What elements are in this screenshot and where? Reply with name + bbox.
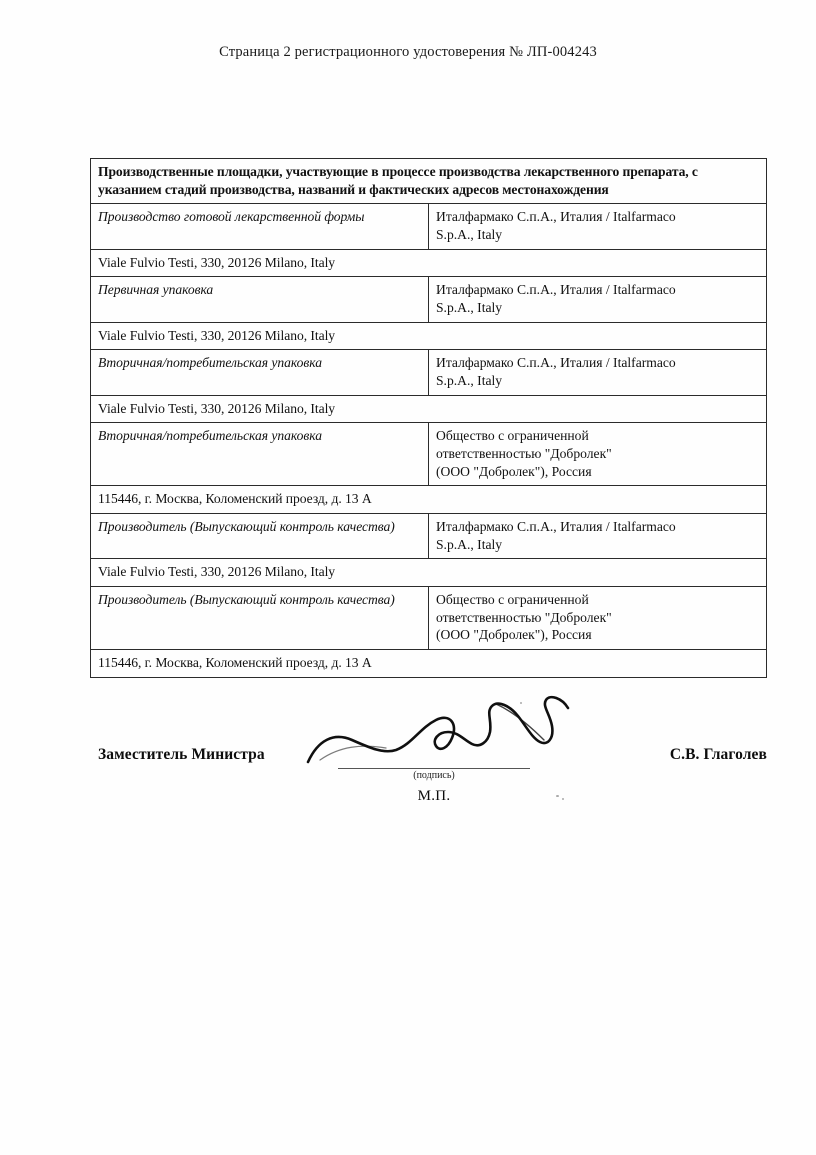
production-stage-text: Производитель (Выпускающий контроль качества)	[98, 519, 395, 535]
production-stage-cell	[91, 587, 429, 650]
production-stage-cell	[91, 204, 429, 249]
production-stage-text: Вторичная/потребительская упаковка	[98, 428, 322, 444]
table-row	[91, 204, 767, 249]
organisation-line: Общество с ограниченной	[436, 428, 589, 444]
table-body	[91, 159, 767, 678]
organisation-cell	[429, 587, 767, 650]
address-cell: Viale Fulvio Testi, 330, 20126 Milano, Italy	[91, 395, 767, 423]
signatory-position: Заместитель Министра	[98, 746, 265, 763]
address-cell: Viale Fulvio Testi, 330, 20126 Milano, Italy	[91, 249, 767, 277]
organisation-line: S.p.A., Italy	[436, 373, 503, 389]
stamp-placeholder: М.П.	[417, 788, 451, 804]
scan-speck	[556, 795, 559, 797]
organisation-cell	[429, 204, 767, 249]
organisation-line: (ООО "Добролек"), Россия	[436, 463, 592, 479]
table-row-address	[91, 559, 767, 587]
table-row	[91, 514, 767, 559]
organisation-cell	[429, 423, 767, 486]
organisation-line: Италфармако С.п.А., Италия / Italfarmaco	[436, 282, 676, 298]
table-header-row	[91, 159, 767, 204]
signatory-name: С.В. Глаголев	[669, 746, 767, 763]
organisation-line: S.p.A., Italy	[436, 300, 503, 316]
organisation-line: (ООО "Добролек"), Россия	[436, 627, 592, 643]
scan-speck	[562, 798, 564, 800]
production-stage-text: Производство готовой лекарственной формы	[98, 209, 365, 225]
manufacturing-sites-table	[90, 158, 767, 678]
organisation-cell	[429, 350, 767, 395]
organisation-cell	[429, 277, 767, 322]
signature-rule	[338, 768, 530, 769]
organisation-line: Италфармако С.п.А., Италия / Italfarmaco	[436, 519, 676, 535]
organisation-line: Общество с ограниченной	[436, 592, 589, 608]
organisation-line: S.p.A., Italy	[436, 536, 503, 552]
production-stage-cell	[91, 423, 429, 486]
table-row	[91, 350, 767, 395]
signature-block	[90, 700, 767, 820]
signature-caption: (подпись)	[413, 770, 455, 781]
page-title: Страница 2 регистрационного удостоверения № ЛП-004243	[219, 44, 597, 60]
scan-speck	[520, 702, 522, 704]
production-stage-cell	[91, 350, 429, 395]
table-row	[91, 423, 767, 486]
table-row-address	[91, 486, 767, 514]
table-row-address	[91, 650, 767, 678]
table-row-address	[91, 395, 767, 423]
address-cell: 115446, г. Москва, Коломенский проезд, д. 13 А	[91, 486, 767, 514]
organisation-line: S.p.A., Italy	[436, 227, 503, 243]
address-cell: Viale Fulvio Testi, 330, 20126 Milano, Italy	[91, 322, 767, 350]
production-stage-text: Первичная упаковка	[98, 282, 214, 298]
production-stage-text: Производитель (Выпускающий контроль качества)	[98, 592, 395, 608]
organisation-line: Италфармако С.п.А., Италия / Italfarmaco	[436, 209, 676, 225]
organisation-line: ответственностью "Добролек"	[436, 609, 612, 625]
table-row-address	[91, 322, 767, 350]
organisation-cell	[429, 514, 767, 559]
organisation-line: ответственностью "Добролек"	[436, 446, 612, 462]
production-stage-text: Вторичная/потребительская упаковка	[98, 355, 322, 371]
table-row-address	[91, 249, 767, 277]
production-stage-cell	[91, 277, 429, 322]
production-stage-cell	[91, 514, 429, 559]
table-row	[91, 587, 767, 650]
address-cell: Viale Fulvio Testi, 330, 20126 Milano, Italy	[91, 559, 767, 587]
address-cell: 115446, г. Москва, Коломенский проезд, д. 13 А	[91, 650, 767, 678]
table-header-cell: Производственные площадки, участвующие в процессе производства лекарственного препарата, с указанием стадий производства, названий и фактических адресов местонахождения	[91, 159, 767, 204]
table-row	[91, 277, 767, 322]
organisation-line: Италфармако С.п.А., Италия / Italfarmaco	[436, 355, 676, 371]
